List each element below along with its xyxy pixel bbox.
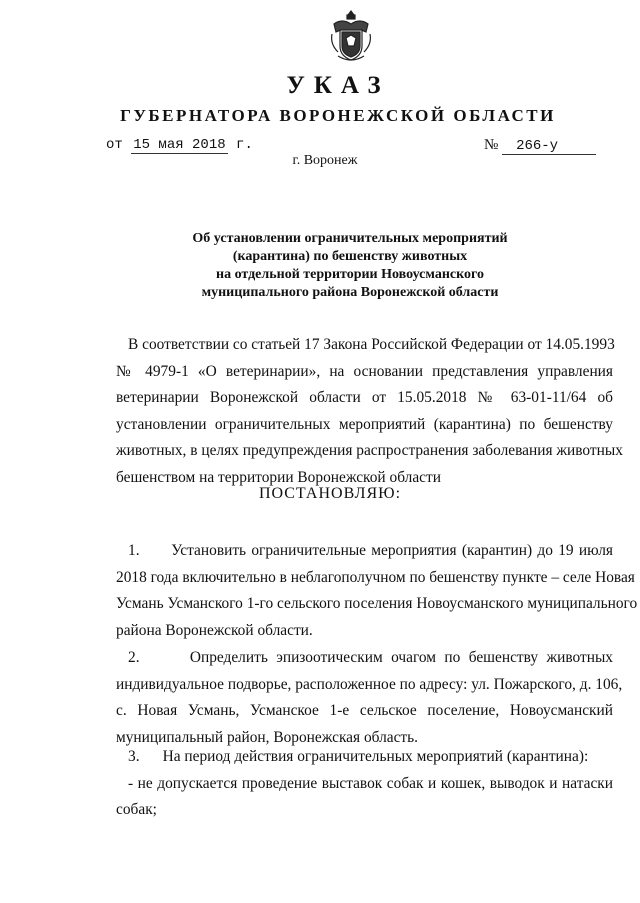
date-prefix: от <box>106 137 123 153</box>
subject-line: Об установлении ограничительных мероприятий <box>192 231 508 246</box>
preamble-line: № 4979-1 «О ветеринарии», на основании представления управления <box>116 362 613 380</box>
preamble-line: установлении ограничительных мероприятий (карантина) по бешенству <box>116 415 613 433</box>
coat-of-arms-icon <box>328 8 374 64</box>
item-line: 2018 года включительно в неблагополучном по бешенству пункте – селе Новая <box>116 568 635 586</box>
decree-subject <box>150 230 550 302</box>
item-line: муниципальный район, Воронежская область. <box>116 728 419 746</box>
item-3-paragraph <box>116 744 613 824</box>
preamble-line: ветеринарии Воронежской области от 15.05.2018 № 63-01-11/64 об <box>116 389 613 406</box>
decree-word: ПОСТАНОВЛЯЮ: <box>258 485 402 502</box>
date-value: 15 мая 2018 <box>133 137 226 153</box>
item-line: 1. Установить ограничительные мероприятия (карантин) до 19 июля <box>128 542 613 559</box>
preamble-line: В соответствии со статьей 17 Закона Российской Федерации от 14.05.1993 <box>128 336 615 353</box>
item-line: индивидуальное подворье, расположенное по адресу: ул. Пожарского, д. 106, <box>116 675 623 693</box>
number-sign: № <box>484 137 499 153</box>
preamble-line: бешенством на территории Воронежской области <box>116 468 441 486</box>
number-value: 266-у <box>502 138 596 155</box>
date-suffix: г. <box>236 137 253 153</box>
preamble-line: животных, в целях предупреждения распространения заболевания животных <box>116 442 623 459</box>
item-line: Усмань Усманского 1-го сельского поселения Новоусманского муниципального <box>116 595 638 612</box>
document-title: УКАЗ <box>286 72 390 99</box>
item-1-paragraph <box>116 538 638 644</box>
decree-date <box>106 137 253 154</box>
item-2-paragraph <box>116 645 623 751</box>
item-line: 3. На период действия ограничительных мероприятий (карантина): <box>128 748 589 765</box>
subject-line: на отдельной территории Новоусманского <box>216 267 484 282</box>
item-line: 2. Определить эпизоотическим очагом по бешенству животных <box>128 649 613 666</box>
item-line: - не допускается проведение выставок собак и кошек, выводок и натаски <box>128 774 613 792</box>
city-name: г. Воронеж <box>292 153 358 168</box>
item-line: собак; <box>116 801 157 818</box>
document-issuer: ГУБЕРНАТОРА ВОРОНЕЖСКОЙ ОБЛАСТИ <box>120 106 556 125</box>
subject-line: муниципального района Воронежской области <box>201 285 499 300</box>
preamble-paragraph <box>116 332 623 491</box>
item-line: с. Новая Усмань, Усманское 1-е сельское поселение, Новоусманский <box>116 702 613 719</box>
item-line: района Воронежской области. <box>116 621 313 639</box>
subject-line: (карантина) по бешенству животных <box>232 249 468 264</box>
